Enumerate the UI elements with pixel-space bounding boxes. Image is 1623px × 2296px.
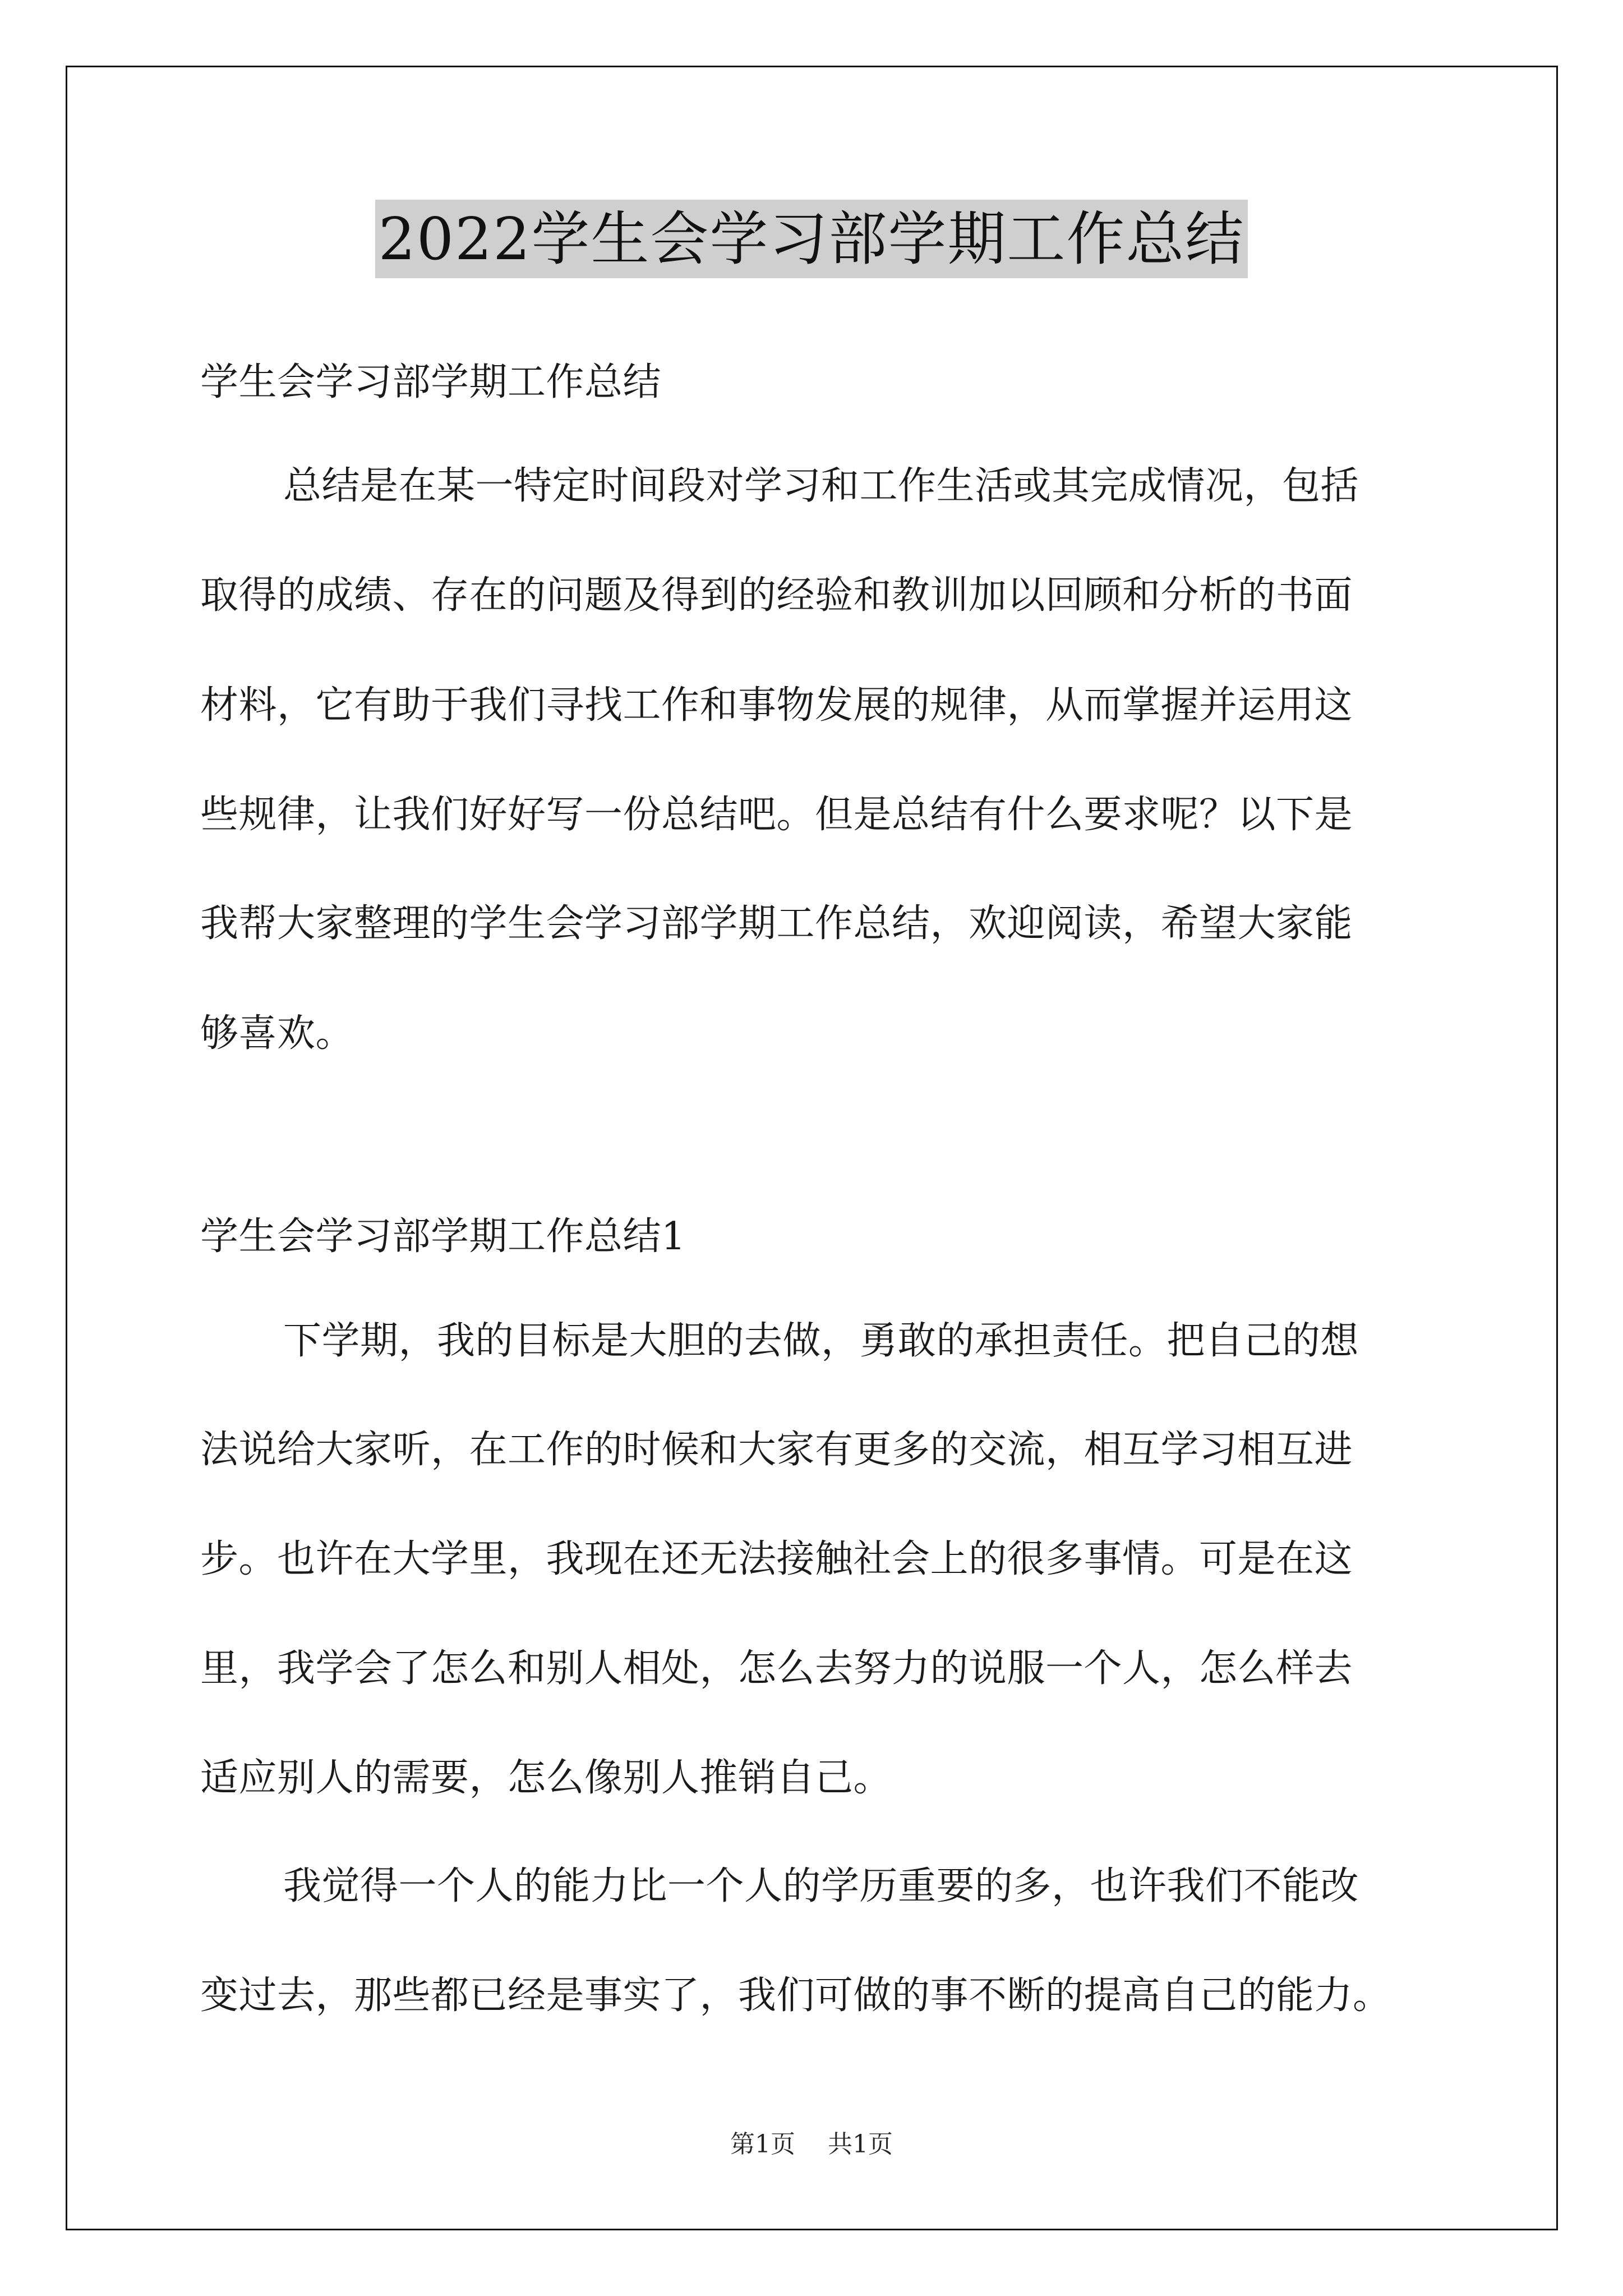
paragraph-line: 我帮大家整理的学生会学习部学期工作总结，欢迎阅读，希望大家能 xyxy=(200,901,1353,946)
paragraph-line: 适应别人的需要，怎么像别人推销自己。 xyxy=(200,1756,892,1800)
document-title-text: 2022学生会学习部学期工作总结 xyxy=(375,200,1248,278)
paragraph-line: 法说给大家听，在工作的时候和大家有更多的交流，相互学习相互进 xyxy=(200,1428,1353,1472)
paragraph-line: 变过去，那些都已经是事实了，我们可做的事不断的提高自己的能力。 xyxy=(200,1973,1391,2018)
paragraph-line: 取得的成绩、存在的问题及得到的经验和教训加以回顾和分析的书面 xyxy=(200,573,1353,618)
paragraph-line: 材料，它有助于我们寻找工作和事物发展的规律，从而掌握并运用这 xyxy=(200,683,1353,728)
page-footer xyxy=(0,2128,1623,2161)
page-total: 共1页 xyxy=(828,2130,893,2159)
section-heading: 学生会学习部学期工作总结1 xyxy=(200,1214,686,1259)
document-title xyxy=(0,200,1623,284)
paragraph-line: 步。也许在大学里，我现在还无法接触社会上的很多事情。可是在这 xyxy=(200,1537,1353,1581)
paragraph-line: 够喜欢。 xyxy=(200,1011,354,1056)
paragraph-line: 总结是在某一特定时间段对学习和工作生活或其完成情况，包括 xyxy=(283,464,1359,508)
paragraph-line: 里，我学会了怎么和别人相处，怎么去努力的说服一个人，怎么样去 xyxy=(200,1646,1353,1691)
subtitle-line: 学生会学习部学期工作总结 xyxy=(200,360,662,404)
page-number: 第1页 xyxy=(730,2130,795,2159)
paragraph-line: 些规律，让我们好好写一份总结吧。但是总结有什么要求呢？以下是 xyxy=(200,793,1353,837)
paragraph-line: 我觉得一个人的能力比一个人的学历重要的多，也许我们不能改 xyxy=(283,1864,1359,1908)
paragraph-line: 下学期，我的目标是大胆的去做，勇敢的承担责任。把自己的想 xyxy=(283,1319,1359,1363)
